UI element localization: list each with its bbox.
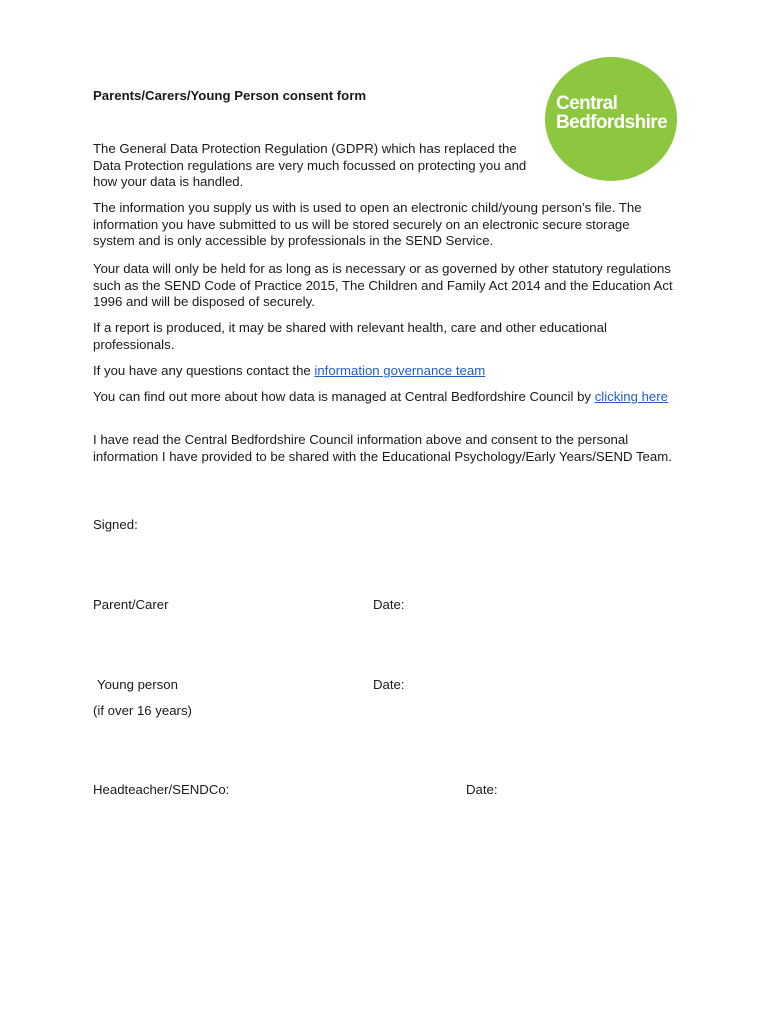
signed-label: Signed:	[93, 517, 138, 532]
young-person-date-label: Date:	[373, 677, 405, 692]
consent-statement-paragraph: I have read the Central Bedfordshire Council information above and consent to the personal information I have provided to be shared with the Educational Psychology/Early Years/SEND Team.	[93, 432, 672, 464]
gdpr-intro-paragraph: The General Data Protection Regulation (GDPR) which has replaced the Data Protection regulations are very much focussed on protecting you and how your data is handled.	[93, 141, 527, 190]
young-person-label: Young person	[97, 677, 178, 692]
report-sharing-paragraph: If a report is produced, it may be shared with relevant health, care and other educational professionals.	[93, 320, 607, 352]
headteacher-sendco-label: Headteacher/SENDCo:	[93, 782, 230, 797]
young-person-age-note: (if over 16 years)	[93, 703, 192, 718]
information-governance-team-link[interactable]: information governance team	[314, 363, 486, 378]
clicking-here-link[interactable]: clicking here	[594, 389, 668, 404]
parent-date-label: Date:	[373, 597, 405, 612]
parent-carer-label: Parent/Carer	[93, 597, 169, 612]
logo-line-central: Central	[556, 93, 618, 114]
questions-paragraph	[93, 363, 673, 380]
find-out-more-text: You can find out more about how data is managed at Central Bedfordshire Council by	[93, 389, 595, 404]
questions-text: If you have any questions contact the	[93, 363, 315, 378]
form-title: Parents/Carers/Young Person consent form	[93, 88, 367, 103]
logo-line-bedfordshire: Bedfordshire	[556, 112, 668, 133]
data-retention-paragraph: Your data will only be held for as long as is necessary or as governed by other statutory regulations such as the SEND Code of Practice 2015, The Children and Family Act 2014 and the Education Act 1996 and will be disposed of securely.	[93, 261, 673, 310]
logo-wordmark	[556, 94, 667, 132]
find-out-more-paragraph	[93, 389, 673, 406]
data-use-paragraph: The information you supply us with is used to open an electronic child/young person’s file. The information you have submitted to us will be stored securely on an electronic secure storage system and is only accessible by professionals in the SEND Service.	[93, 200, 642, 249]
headteacher-date-label: Date:	[466, 782, 498, 797]
